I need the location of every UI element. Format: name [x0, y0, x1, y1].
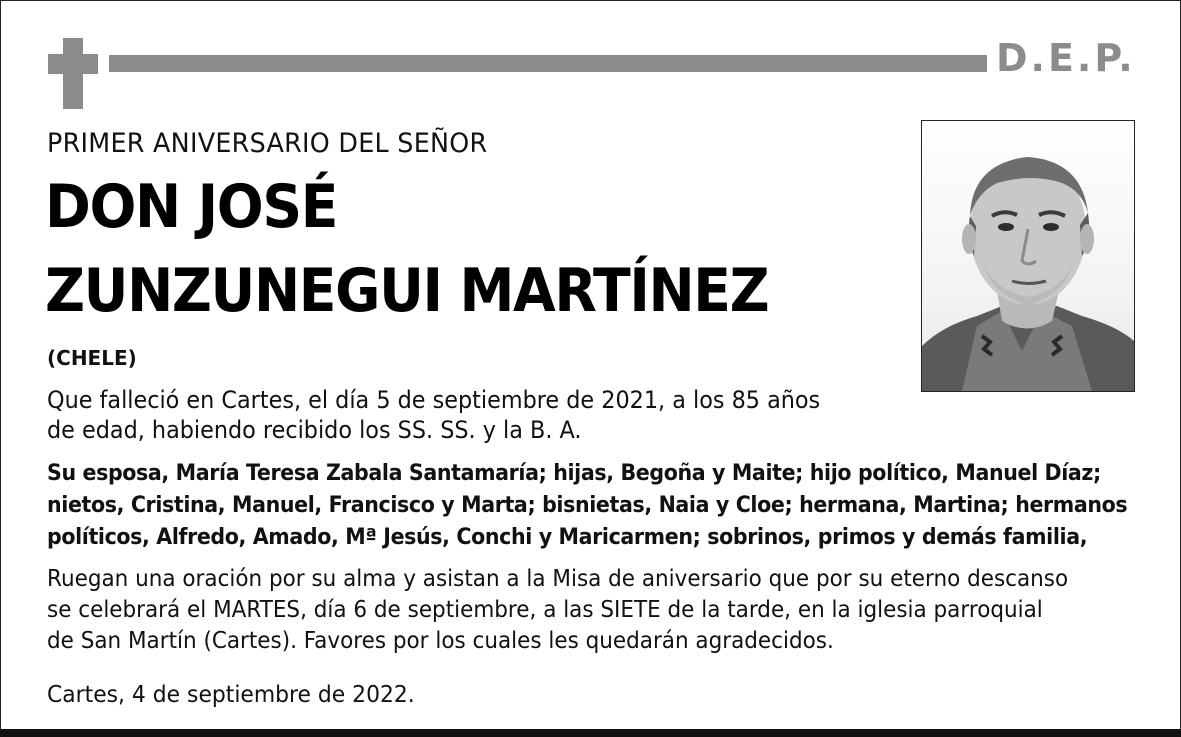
intro-line: Que falleció en Cartes, el día 5 de septiembre de 2021, a los 85 años	[47, 386, 821, 414]
portrait-illustration	[922, 121, 1134, 391]
prayer-line: de San Martín (Cartes). Favores por los cuales les quedarán agradecidos.	[47, 626, 834, 654]
deceased-name-line1: DON JOSÉ	[45, 172, 338, 242]
death-notice-text	[47, 385, 821, 445]
prayer-line: Ruegan una oración por su alma y asistan a la Misa de aniversario que por su eterno descanso	[47, 564, 1069, 592]
mass-invitation-text	[47, 563, 1118, 656]
dep-label: D.E.P.	[996, 36, 1136, 80]
bottom-rule	[0, 729, 1181, 737]
portrait-photo	[921, 120, 1135, 392]
header-rule	[109, 55, 987, 72]
pre-title: PRIMER ANIVERSARIO DEL SEÑOR	[47, 128, 488, 159]
cross-horizontal-bar	[48, 54, 98, 74]
family-line: nietos, Cristina, Manuel, Francisco y Marta; bisnietas, Naia y Cloe; hermana, Martina; hermanos	[47, 493, 1128, 518]
prayer-line: se celebrará el MARTES, día 6 de septiembre, a las SIETE de la tarde, en la iglesia parroquial	[47, 595, 1043, 623]
deceased-name-line2: ZUNZUNEGUI MARTÍNEZ	[45, 256, 769, 326]
family-line: Su esposa, María Teresa Zabala Santamaría; hijas, Begoña y Maite; hijo político, Manuel Díaz;	[47, 461, 1101, 486]
family-list	[47, 458, 1128, 554]
place-and-date: Cartes, 4 de septiembre de 2022.	[47, 680, 415, 708]
nickname: (CHELE)	[47, 346, 137, 370]
intro-line: de edad, habiendo recibido los SS. SS. y la B. A.	[47, 416, 582, 444]
family-line: políticos, Alfredo, Amado, Mª Jesús, Conchi y Maricarmen; sobrinos, primos y demás familia,	[47, 525, 1088, 550]
